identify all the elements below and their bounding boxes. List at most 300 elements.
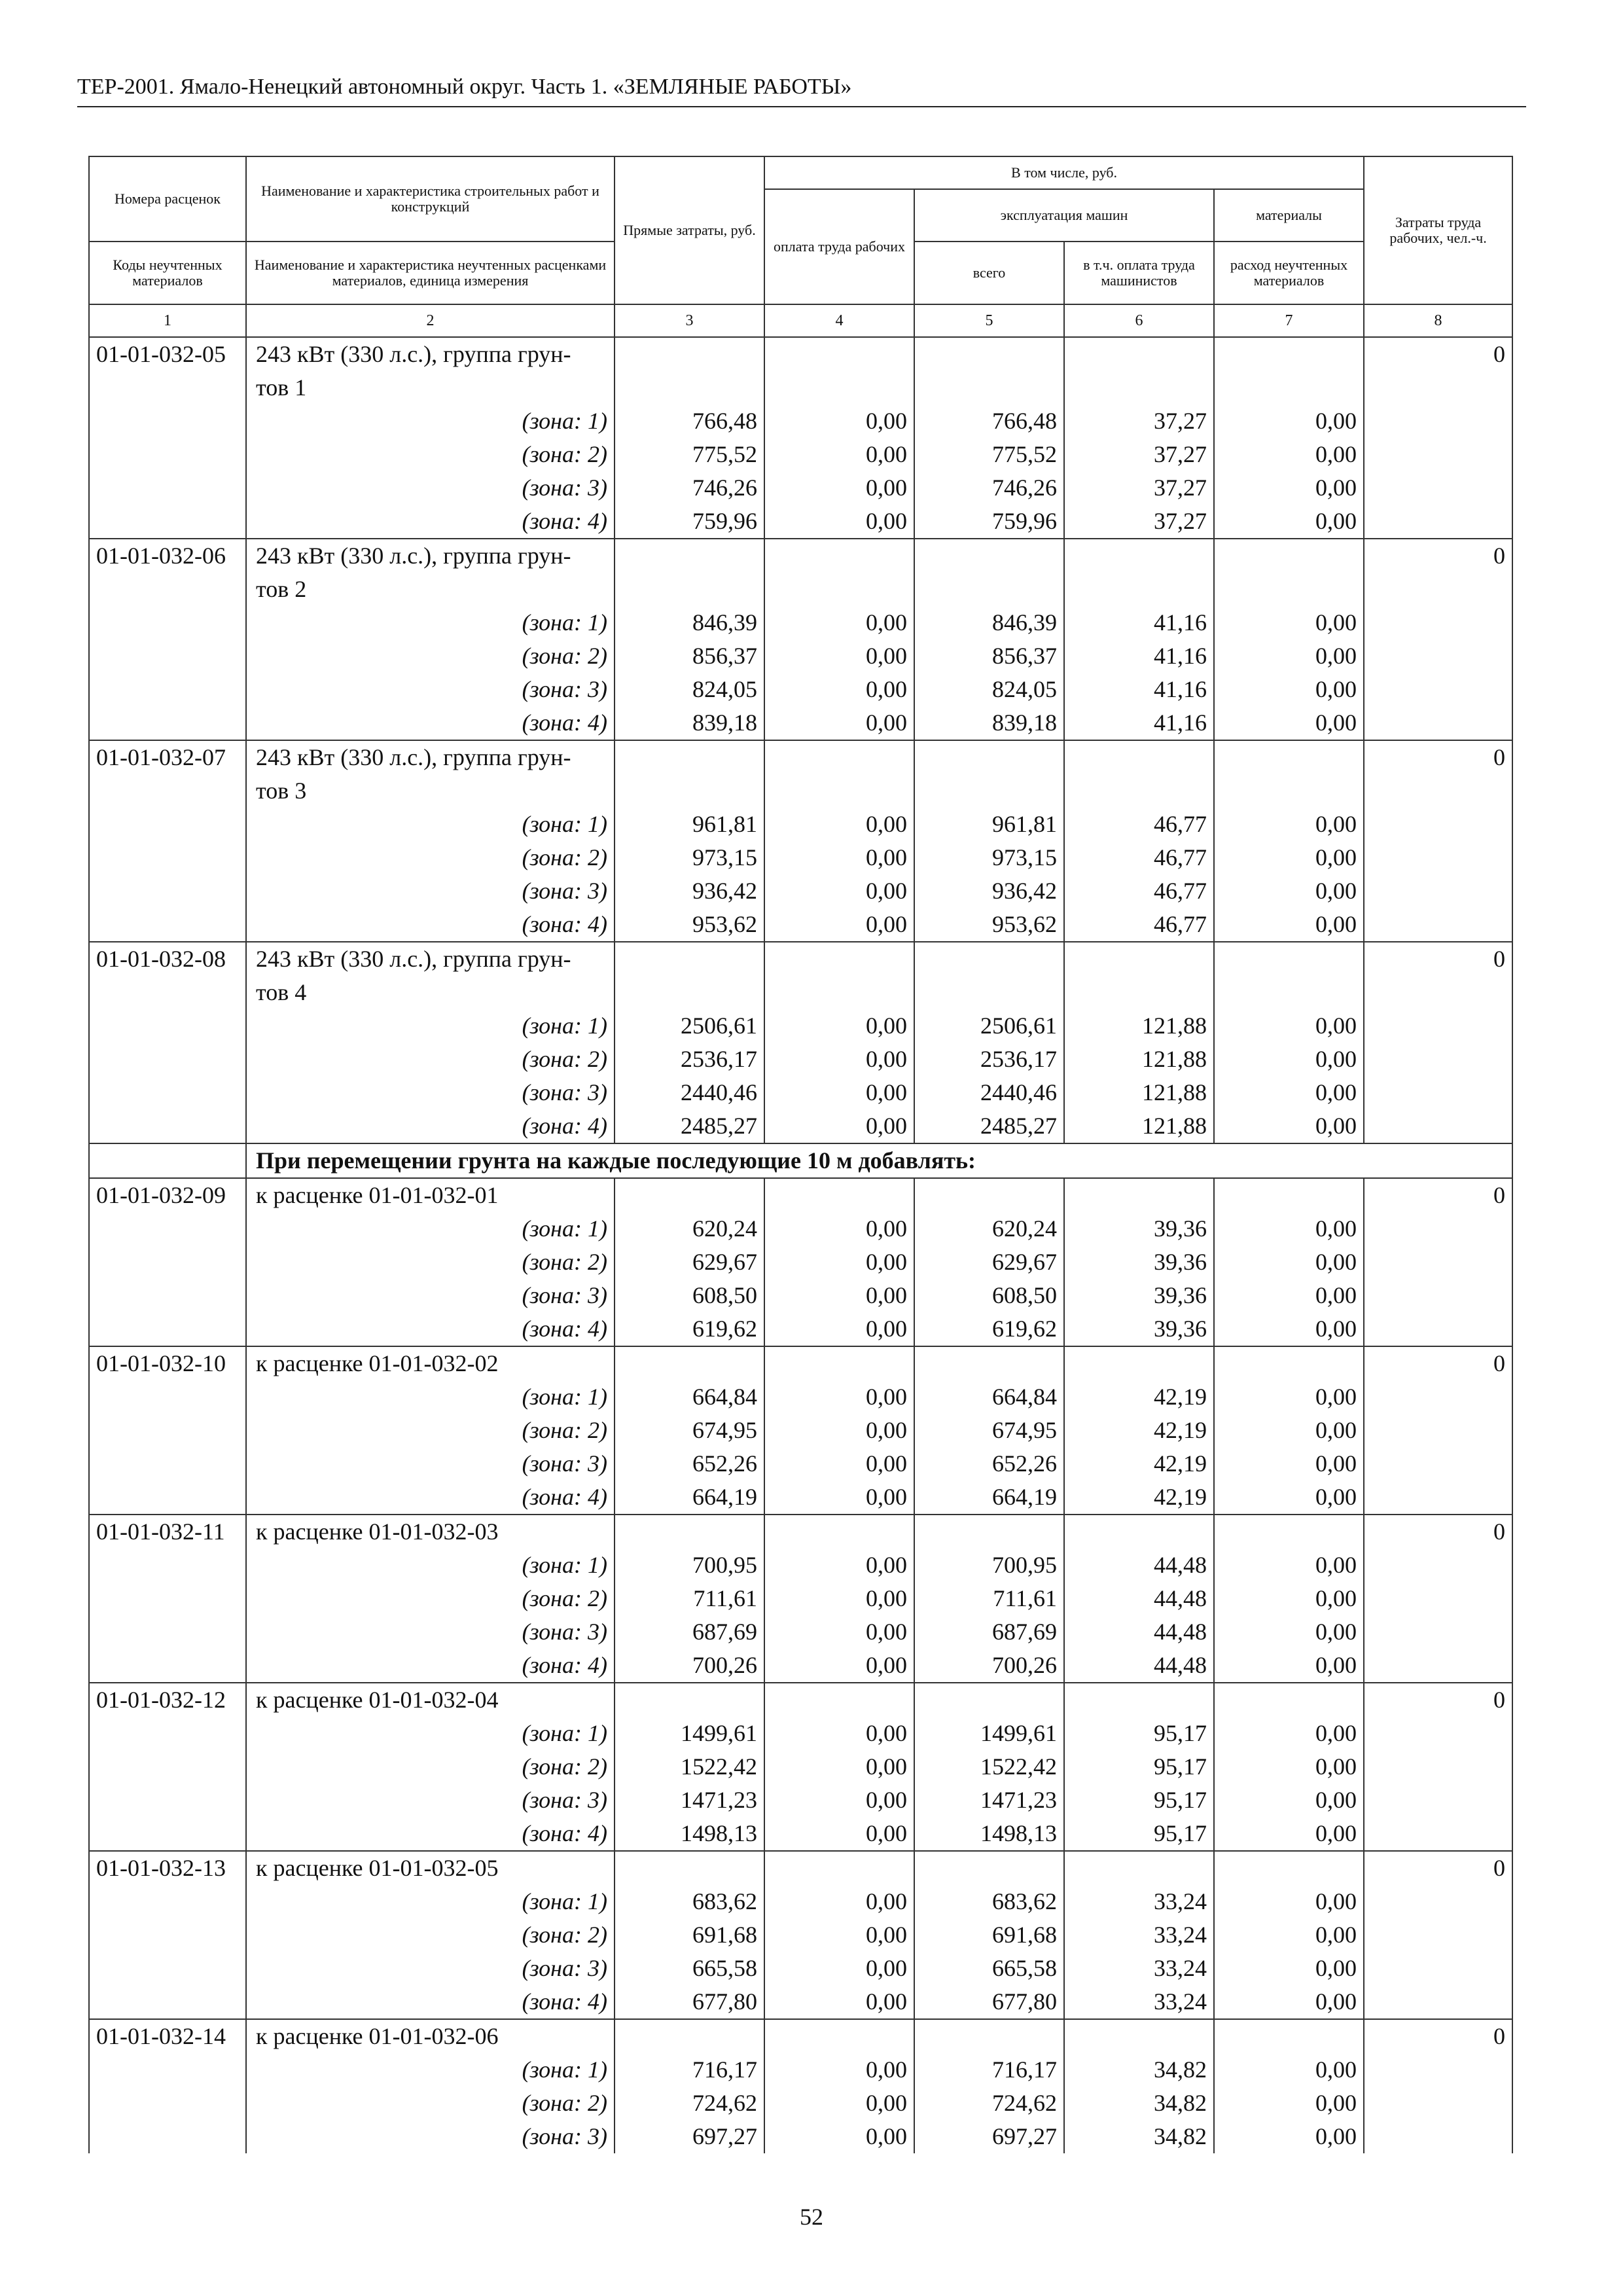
machines-total: 775,52	[914, 438, 1064, 471]
zone-label: (зона: 3)	[246, 1447, 615, 1480]
zone-label: (зона: 2)	[246, 841, 615, 874]
empty-cell	[914, 942, 1064, 976]
empty-cell	[89, 1985, 246, 2019]
table-row	[89, 874, 1512, 908]
machines-total: 2536,17	[914, 1043, 1064, 1076]
zone-label: (зона: 3)	[246, 874, 615, 908]
direct-costs: 936,42	[615, 874, 764, 908]
table-row	[89, 808, 1512, 841]
rate-name: к расценке 01-01-032-03	[246, 1515, 615, 1549]
empty-cell	[1364, 1009, 1512, 1043]
rate-name: 243 кВт (330 л.с.), группа грун-	[246, 539, 615, 573]
empty-cell	[1064, 371, 1214, 404]
page-number: 52	[800, 2204, 823, 2230]
materials-usage: 0,00	[1214, 1885, 1364, 1918]
materials-usage: 0,00	[1214, 1380, 1364, 1414]
materials-usage: 0,00	[1214, 1750, 1364, 1784]
materials-usage: 0,00	[1214, 404, 1364, 438]
direct-costs: 716,17	[615, 2053, 764, 2087]
table-row	[89, 1312, 1512, 1346]
machinists-wages: 46,77	[1064, 908, 1214, 942]
empty-cell	[1214, 1515, 1364, 1549]
materials-usage: 0,00	[1214, 1279, 1364, 1312]
empty-cell	[89, 2087, 246, 2120]
empty-cell	[1214, 539, 1364, 573]
labor-cost: 0	[1364, 1178, 1512, 1212]
header-labor-wages: оплата труда рабочих	[764, 189, 914, 304]
materials-usage: 0,00	[1214, 1717, 1364, 1750]
direct-costs: 759,96	[615, 505, 764, 539]
direct-costs: 700,95	[615, 1549, 764, 1582]
empty-cell	[1364, 573, 1512, 606]
table-header	[89, 156, 1512, 337]
labor-wages: 0,00	[764, 1212, 914, 1246]
empty-cell	[914, 976, 1064, 1009]
materials-usage: 0,00	[1214, 1447, 1364, 1480]
materials-usage: 0,00	[1214, 1952, 1364, 1985]
empty-cell	[1364, 1043, 1512, 1076]
empty-cell	[1364, 1918, 1512, 1952]
empty-cell	[89, 1009, 246, 1043]
empty-cell	[89, 1279, 246, 1312]
empty-cell	[1364, 1952, 1512, 1985]
empty-cell	[1364, 1582, 1512, 1615]
machines-total: 1471,23	[914, 1784, 1064, 1817]
empty-cell	[89, 1750, 246, 1784]
labor-wages: 0,00	[764, 1312, 914, 1346]
labor-wages: 0,00	[764, 1480, 914, 1515]
machinists-wages: 37,27	[1064, 404, 1214, 438]
machines-total: 664,19	[914, 1480, 1064, 1515]
empty-cell	[1364, 1885, 1512, 1918]
empty-cell	[764, 573, 914, 606]
machines-total: 766,48	[914, 404, 1064, 438]
labor-wages: 0,00	[764, 908, 914, 942]
empty-cell	[1364, 1076, 1512, 1109]
materials-usage: 0,00	[1214, 1414, 1364, 1447]
table-row	[89, 573, 1512, 606]
machinists-wages: 41,16	[1064, 606, 1214, 639]
empty-cell	[89, 1615, 246, 1649]
machines-total: 1498,13	[914, 1817, 1064, 1851]
empty-cell	[764, 1515, 914, 1549]
section-code-cell	[89, 1143, 246, 1178]
labor-wages: 0,00	[764, 1279, 914, 1312]
table-row	[89, 2087, 1512, 2120]
empty-cell	[1064, 573, 1214, 606]
header-direct-costs: Прямые затраты, руб.	[615, 156, 764, 304]
column-number: 2	[246, 304, 615, 337]
zone-label: (зона: 4)	[246, 908, 615, 942]
table-row	[89, 942, 1512, 976]
empty-cell	[89, 1885, 246, 1918]
materials-usage: 0,00	[1214, 1009, 1364, 1043]
empty-cell	[89, 673, 246, 706]
column-number: 6	[1064, 304, 1214, 337]
empty-cell	[1214, 740, 1364, 774]
empty-cell	[89, 1918, 246, 1952]
empty-cell	[1364, 1750, 1512, 1784]
zone-label: (зона: 4)	[246, 1312, 615, 1346]
empty-cell	[89, 774, 246, 808]
machinists-wages: 33,24	[1064, 1985, 1214, 2019]
column-number: 1	[89, 304, 246, 337]
header-labor-cost: Затраты труда рабочих, чел.-ч.	[1364, 156, 1512, 304]
machines-total: 700,95	[914, 1549, 1064, 1582]
labor-wages: 0,00	[764, 1414, 914, 1447]
direct-costs: 961,81	[615, 808, 764, 841]
labor-wages: 0,00	[764, 1109, 914, 1143]
rate-code: 01-01-032-10	[89, 1346, 246, 1380]
empty-cell	[1364, 1649, 1512, 1683]
labor-wages: 0,00	[764, 1717, 914, 1750]
labor-wages: 0,00	[764, 841, 914, 874]
empty-cell	[89, 1817, 246, 1851]
empty-cell	[764, 539, 914, 573]
labor-wages: 0,00	[764, 874, 914, 908]
zone-label: (зона: 4)	[246, 1109, 615, 1143]
table-row	[89, 2120, 1512, 2153]
machinists-wages: 121,88	[1064, 1076, 1214, 1109]
direct-costs: 683,62	[615, 1885, 764, 1918]
column-number: 3	[615, 304, 764, 337]
table-row	[89, 1851, 1512, 1885]
empty-cell	[1214, 371, 1364, 404]
zone-label: (зона: 4)	[246, 1649, 615, 1683]
zone-label: (зона: 2)	[246, 438, 615, 471]
empty-cell	[1364, 639, 1512, 673]
machines-total: 2506,61	[914, 1009, 1064, 1043]
materials-usage: 0,00	[1214, 874, 1364, 908]
zone-label: (зона: 1)	[246, 1549, 615, 1582]
labor-wages: 0,00	[764, 673, 914, 706]
empty-cell	[615, 1346, 764, 1380]
machines-total: 677,80	[914, 1985, 1064, 2019]
empty-cell	[914, 774, 1064, 808]
materials-usage: 0,00	[1214, 2120, 1364, 2153]
materials-usage: 0,00	[1214, 1212, 1364, 1246]
machines-total: 711,61	[914, 1582, 1064, 1615]
machines-total: 608,50	[914, 1279, 1064, 1312]
table-row	[89, 505, 1512, 539]
empty-cell	[764, 774, 914, 808]
zone-label: (зона: 4)	[246, 706, 615, 740]
empty-cell	[89, 2120, 246, 2153]
empty-cell	[914, 573, 1064, 606]
empty-cell	[1364, 808, 1512, 841]
machinists-wages: 39,36	[1064, 1212, 1214, 1246]
empty-cell	[89, 1076, 246, 1109]
empty-cell	[1364, 841, 1512, 874]
machinists-wages: 37,27	[1064, 505, 1214, 539]
materials-usage: 0,00	[1214, 606, 1364, 639]
empty-cell	[89, 1784, 246, 1817]
labor-wages: 0,00	[764, 2087, 914, 2120]
empty-cell	[89, 1109, 246, 1143]
empty-cell	[89, 976, 246, 1009]
machines-total: 716,17	[914, 2053, 1064, 2087]
machines-total: 856,37	[914, 639, 1064, 673]
empty-cell	[89, 606, 246, 639]
rate-code: 01-01-032-05	[89, 337, 246, 371]
machines-total: 724,62	[914, 2087, 1064, 2120]
materials-usage: 0,00	[1214, 438, 1364, 471]
empty-cell	[1364, 438, 1512, 471]
empty-cell	[1214, 942, 1364, 976]
empty-cell	[764, 1683, 914, 1717]
zone-label: (зона: 3)	[246, 1279, 615, 1312]
table-row	[89, 539, 1512, 573]
labor-wages: 0,00	[764, 1817, 914, 1851]
materials-usage: 0,00	[1214, 841, 1364, 874]
rate-name: к расценке 01-01-032-06	[246, 2019, 615, 2053]
machinists-wages: 33,24	[1064, 1952, 1214, 1985]
table-row	[89, 2019, 1512, 2053]
direct-costs: 1471,23	[615, 1784, 764, 1817]
direct-costs: 664,84	[615, 1380, 764, 1414]
direct-costs: 839,18	[615, 706, 764, 740]
machinists-wages: 42,19	[1064, 1447, 1214, 1480]
direct-costs: 652,26	[615, 1447, 764, 1480]
empty-cell	[1364, 1817, 1512, 1851]
machines-total: 674,95	[914, 1414, 1064, 1447]
header-materials: расход неучтенных материалов	[1214, 242, 1364, 304]
table-row	[89, 1279, 1512, 1312]
machinists-wages: 46,77	[1064, 874, 1214, 908]
labor-wages: 0,00	[764, 1380, 914, 1414]
section-row	[89, 1143, 1512, 1178]
table-row	[89, 438, 1512, 471]
machinists-wages: 95,17	[1064, 1784, 1214, 1817]
machinists-wages: 121,88	[1064, 1009, 1214, 1043]
empty-cell	[1214, 774, 1364, 808]
machines-total: 839,18	[914, 706, 1064, 740]
empty-cell	[1364, 774, 1512, 808]
empty-cell	[615, 976, 764, 1009]
zone-label: (зона: 3)	[246, 471, 615, 505]
empty-cell	[615, 1683, 764, 1717]
empty-cell	[89, 471, 246, 505]
empty-cell	[764, 1851, 914, 1885]
column-number: 4	[764, 304, 914, 337]
materials-usage: 0,00	[1214, 908, 1364, 942]
materials-usage: 0,00	[1214, 471, 1364, 505]
machinists-wages: 44,48	[1064, 1649, 1214, 1683]
zone-label: (зона: 2)	[246, 1582, 615, 1615]
empty-cell	[914, 2019, 1064, 2053]
empty-cell	[89, 404, 246, 438]
zone-label: (зона: 1)	[246, 2053, 615, 2087]
materials-usage: 0,00	[1214, 808, 1364, 841]
empty-cell	[1364, 1246, 1512, 1279]
machinists-wages: 42,19	[1064, 1480, 1214, 1515]
table-row	[89, 1649, 1512, 1683]
table-body	[89, 337, 1512, 2153]
materials-usage: 0,00	[1214, 1985, 1364, 2019]
rate-name: 243 кВт (330 л.с.), группа грун-	[246, 740, 615, 774]
labor-wages: 0,00	[764, 1750, 914, 1784]
empty-cell	[1064, 774, 1214, 808]
direct-costs: 2536,17	[615, 1043, 764, 1076]
labor-cost: 0	[1364, 539, 1512, 573]
empty-cell	[615, 942, 764, 976]
empty-cell	[89, 1480, 246, 1515]
labor-wages: 0,00	[764, 1009, 914, 1043]
empty-cell	[89, 438, 246, 471]
zone-label: (зона: 4)	[246, 1480, 615, 1515]
materials-usage: 0,00	[1214, 1109, 1364, 1143]
empty-cell	[89, 841, 246, 874]
column-number: 7	[1214, 304, 1364, 337]
empty-cell	[764, 371, 914, 404]
materials-usage: 0,00	[1214, 505, 1364, 539]
machines-total: 619,62	[914, 1312, 1064, 1346]
empty-cell	[1364, 2120, 1512, 2153]
direct-costs: 620,24	[615, 1212, 764, 1246]
empty-cell	[914, 337, 1064, 371]
machines-total: 652,26	[914, 1447, 1064, 1480]
zone-label: (зона: 1)	[246, 808, 615, 841]
rate-name-continued: тов 1	[246, 371, 615, 404]
table-row	[89, 1009, 1512, 1043]
materials-usage: 0,00	[1214, 639, 1364, 673]
labor-wages: 0,00	[764, 2053, 914, 2087]
empty-cell	[89, 639, 246, 673]
direct-costs: 700,26	[615, 1649, 764, 1683]
machinists-wages: 34,82	[1064, 2120, 1214, 2153]
machines-total: 936,42	[914, 874, 1064, 908]
labor-cost: 0	[1364, 1683, 1512, 1717]
table-row	[89, 371, 1512, 404]
empty-cell	[1364, 1212, 1512, 1246]
direct-costs: 691,68	[615, 1918, 764, 1952]
direct-costs: 746,26	[615, 471, 764, 505]
column-number: 8	[1364, 304, 1512, 337]
direct-costs: 856,37	[615, 639, 764, 673]
table-row	[89, 673, 1512, 706]
machines-total: 700,26	[914, 1649, 1064, 1683]
rates-table	[88, 156, 1513, 2153]
empty-cell	[1214, 573, 1364, 606]
empty-cell	[1364, 1615, 1512, 1649]
direct-costs: 677,80	[615, 1985, 764, 2019]
rate-name: к расценке 01-01-032-01	[246, 1178, 615, 1212]
table-row	[89, 1246, 1512, 1279]
column-number: 5	[914, 304, 1064, 337]
direct-costs: 2440,46	[615, 1076, 764, 1109]
direct-costs: 846,39	[615, 606, 764, 639]
empty-cell	[1214, 1178, 1364, 1212]
machinists-wages: 46,77	[1064, 808, 1214, 841]
empty-cell	[1364, 1279, 1512, 1312]
empty-cell	[914, 1683, 1064, 1717]
empty-cell	[1064, 1346, 1214, 1380]
machinists-wages: 41,16	[1064, 639, 1214, 673]
labor-wages: 0,00	[764, 808, 914, 841]
machinists-wages: 41,16	[1064, 706, 1214, 740]
labor-cost: 0	[1364, 1515, 1512, 1549]
rate-code: 01-01-032-06	[89, 539, 246, 573]
empty-cell	[1364, 505, 1512, 539]
empty-cell	[1364, 1312, 1512, 1346]
machinists-wages: 41,16	[1064, 673, 1214, 706]
empty-cell	[89, 2053, 246, 2087]
direct-costs: 629,67	[615, 1246, 764, 1279]
empty-cell	[89, 1212, 246, 1246]
empty-cell	[914, 1851, 1064, 1885]
empty-cell	[89, 1414, 246, 1447]
empty-cell	[89, 908, 246, 942]
materials-usage: 0,00	[1214, 1480, 1364, 1515]
empty-cell	[1364, 606, 1512, 639]
machinists-wages: 39,36	[1064, 1279, 1214, 1312]
rate-code: 01-01-032-11	[89, 1515, 246, 1549]
labor-wages: 0,00	[764, 505, 914, 539]
empty-cell	[914, 371, 1064, 404]
empty-cell	[764, 976, 914, 1009]
table-row	[89, 1615, 1512, 1649]
empty-cell	[89, 1649, 246, 1683]
empty-cell	[1364, 706, 1512, 740]
materials-usage: 0,00	[1214, 1312, 1364, 1346]
empty-cell	[1364, 371, 1512, 404]
table-row	[89, 1447, 1512, 1480]
rate-code: 01-01-032-13	[89, 1851, 246, 1885]
empty-cell	[615, 1178, 764, 1212]
empty-cell	[914, 1515, 1064, 1549]
empty-cell	[1214, 1346, 1364, 1380]
empty-cell	[615, 573, 764, 606]
rate-name-continued: тов 2	[246, 573, 615, 606]
labor-cost: 0	[1364, 337, 1512, 371]
zone-label: (зона: 1)	[246, 404, 615, 438]
header-machines-group: эксплуатация машин	[914, 189, 1214, 242]
machines-total: 665,58	[914, 1952, 1064, 1985]
empty-cell	[89, 1380, 246, 1414]
rate-name-continued: тов 4	[246, 976, 615, 1009]
empty-cell	[1364, 1549, 1512, 1582]
machines-total: 824,05	[914, 673, 1064, 706]
rate-name: к расценке 01-01-032-02	[246, 1346, 615, 1380]
rate-code: 01-01-032-12	[89, 1683, 246, 1717]
direct-costs: 665,58	[615, 1952, 764, 1985]
machinists-wages: 121,88	[1064, 1109, 1214, 1143]
rate-name-continued: тов 3	[246, 774, 615, 808]
empty-cell	[89, 1312, 246, 1346]
machinists-wages: 33,24	[1064, 1885, 1214, 1918]
zone-label: (зона: 1)	[246, 1717, 615, 1750]
machinists-wages: 95,17	[1064, 1817, 1214, 1851]
table-row	[89, 1549, 1512, 1582]
materials-usage: 0,00	[1214, 1549, 1364, 1582]
empty-cell	[89, 1582, 246, 1615]
table-row	[89, 1750, 1512, 1784]
direct-costs: 1522,42	[615, 1750, 764, 1784]
machines-total: 961,81	[914, 808, 1064, 841]
empty-cell	[1214, 1683, 1364, 1717]
machines-total: 846,39	[914, 606, 1064, 639]
labor-cost: 0	[1364, 740, 1512, 774]
table-row	[89, 606, 1512, 639]
empty-cell	[1064, 942, 1214, 976]
machinists-wages: 33,24	[1064, 1918, 1214, 1952]
labor-wages: 0,00	[764, 1615, 914, 1649]
machines-total: 629,67	[914, 1246, 1064, 1279]
labor-cost: 0	[1364, 1346, 1512, 1380]
table-row	[89, 1109, 1512, 1143]
empty-cell	[89, 808, 246, 841]
machines-total: 1522,42	[914, 1750, 1064, 1784]
